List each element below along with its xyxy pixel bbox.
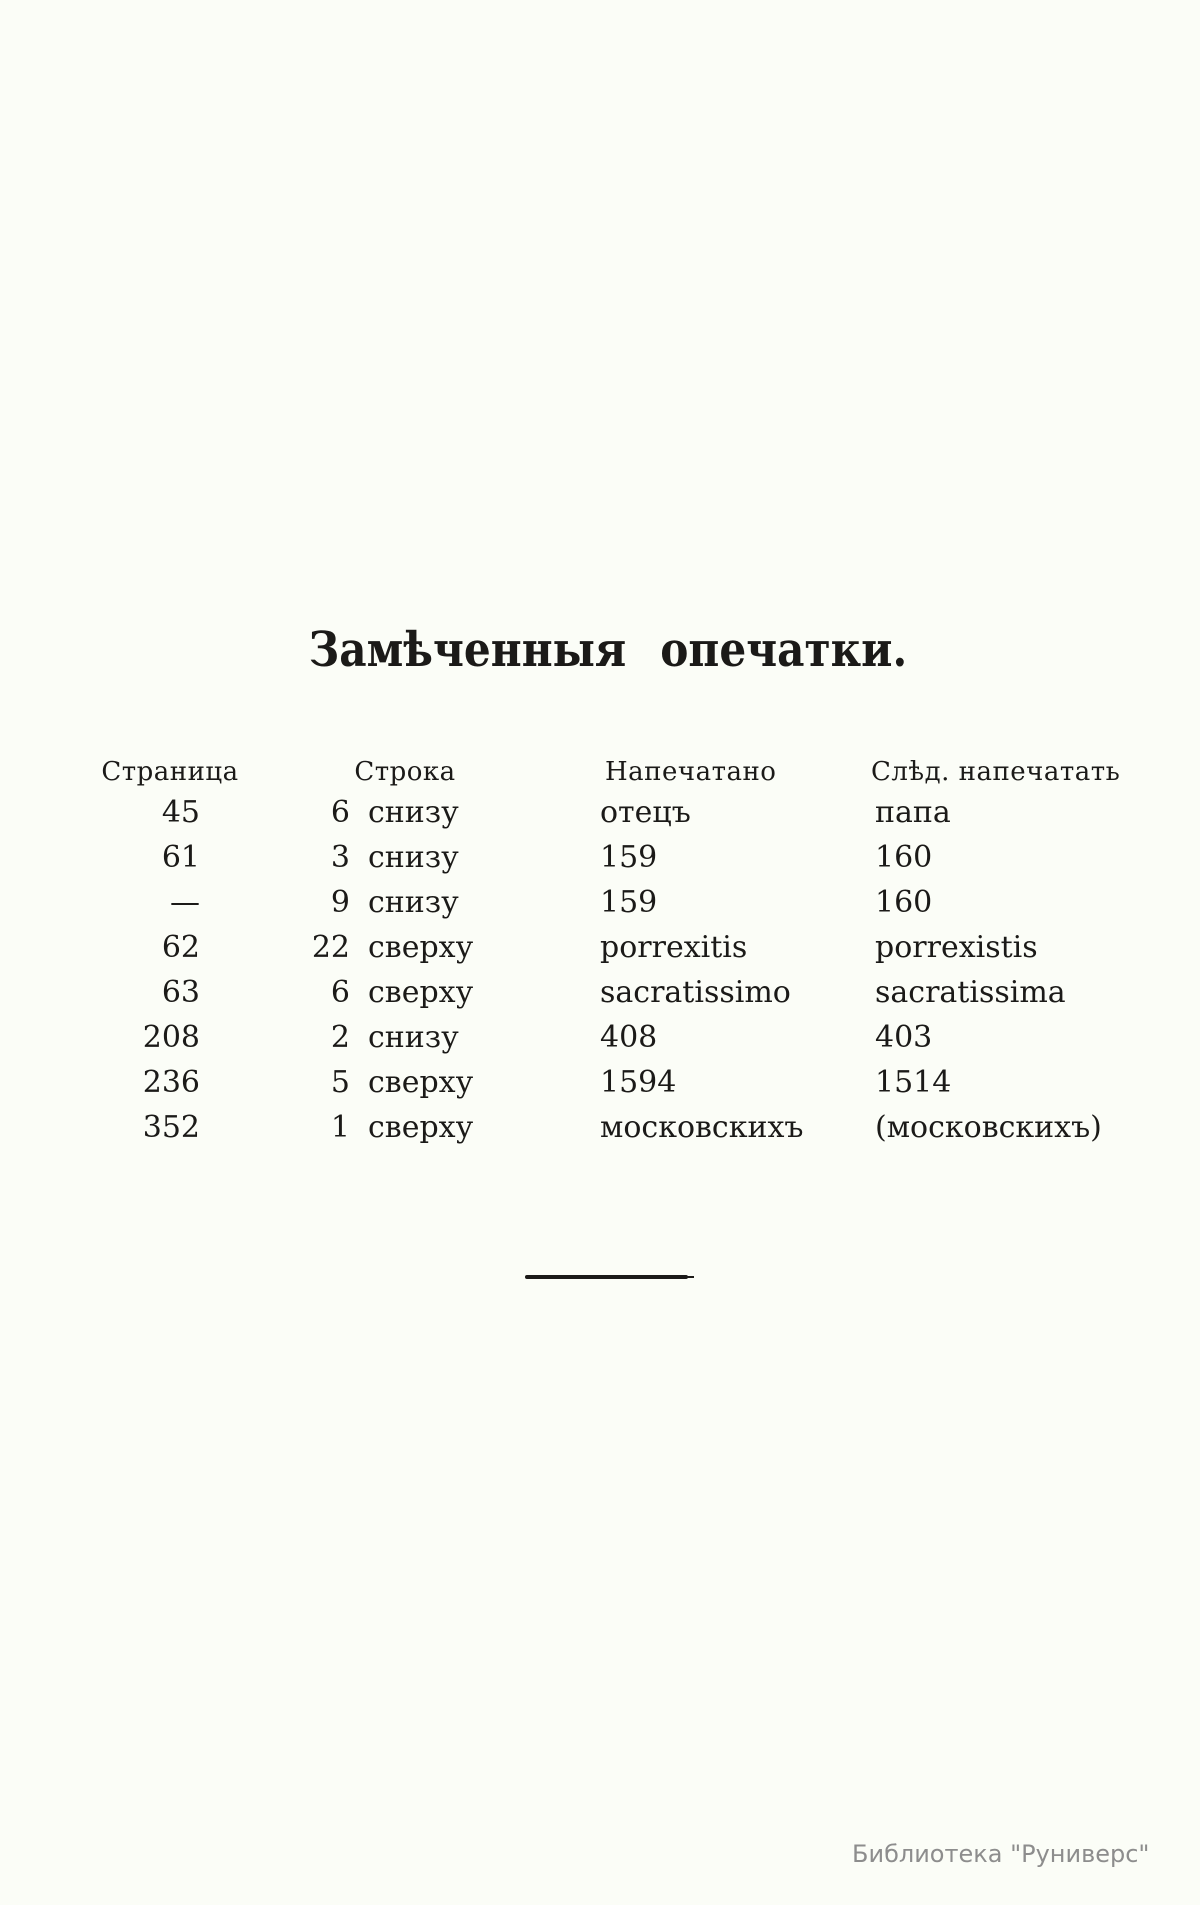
cell-printed-text: московскихъ <box>600 1110 804 1145</box>
cell-line-number: 6 <box>330 975 350 1010</box>
cell-printed-text: porrexitis <box>600 930 748 965</box>
table-row <box>0 925 1200 970</box>
cell-page-number: 63 <box>161 975 200 1010</box>
cell-correct-text: porrexistis <box>875 930 1038 965</box>
library-watermark: Библиотека "Руниверс" <box>852 1840 1150 1868</box>
cell-line-number: 22 <box>311 930 350 965</box>
cell-page-number: 45 <box>161 795 200 830</box>
table-row <box>0 790 1200 835</box>
cell-correct-text: 160 <box>875 840 933 875</box>
cell-correct-text: 1514 <box>875 1065 952 1100</box>
cell-line-direction: снизу <box>368 1020 459 1055</box>
table-row <box>0 835 1200 880</box>
cell-printed-text: 159 <box>600 840 658 875</box>
table-row <box>0 1015 1200 1060</box>
cell-line-direction: сверху <box>368 1065 474 1100</box>
cell-page-number: 352 <box>142 1110 200 1145</box>
cell-line-number: 6 <box>330 795 350 830</box>
cell-correct-text: папа <box>875 795 951 830</box>
column-header-printed: Напечатано <box>605 757 777 787</box>
table-row <box>0 970 1200 1015</box>
cell-correct-text: 403 <box>875 1020 933 1055</box>
cell-line-number: 3 <box>330 840 350 875</box>
cell-correct-text: (московскихъ) <box>875 1110 1102 1145</box>
cell-line-number: 9 <box>330 885 350 920</box>
cell-correct-text: 160 <box>875 885 933 920</box>
table-row <box>0 1060 1200 1105</box>
cell-line-number: 1 <box>330 1110 350 1145</box>
column-header-page: Страница <box>101 757 239 787</box>
cell-line-direction: сверху <box>368 975 474 1010</box>
cell-page-number: 208 <box>142 1020 200 1055</box>
cell-line-direction: снизу <box>368 840 459 875</box>
table-row <box>0 1105 1200 1150</box>
cell-printed-text: 1594 <box>600 1065 677 1100</box>
cell-page-number: 61 <box>161 840 200 875</box>
column-header-line: Строка <box>354 757 456 787</box>
cell-line-direction: сверху <box>368 930 474 965</box>
page-title: Замѣченныя опечатки. <box>308 622 908 678</box>
cell-line-number: 2 <box>330 1020 350 1055</box>
section-end-rule <box>525 1275 688 1279</box>
cell-line-number: 5 <box>330 1065 350 1100</box>
cell-page-number: — <box>170 885 200 920</box>
cell-line-direction: сверху <box>368 1110 474 1145</box>
cell-page-number: 236 <box>142 1065 200 1100</box>
table-header-row <box>0 750 1200 795</box>
column-header-should-be: Слѣд. напечатать <box>871 757 1121 787</box>
cell-page-number: 62 <box>161 930 200 965</box>
cell-line-direction: снизу <box>368 795 459 830</box>
table-row <box>0 880 1200 925</box>
table-body <box>0 790 1200 1150</box>
cell-printed-text: отецъ <box>600 795 691 830</box>
cell-printed-text: 408 <box>600 1020 658 1055</box>
cell-printed-text: sacratissimo <box>600 975 791 1010</box>
cell-correct-text: sacratissima <box>875 975 1066 1010</box>
cell-line-direction: снизу <box>368 885 459 920</box>
cell-printed-text: 159 <box>600 885 658 920</box>
